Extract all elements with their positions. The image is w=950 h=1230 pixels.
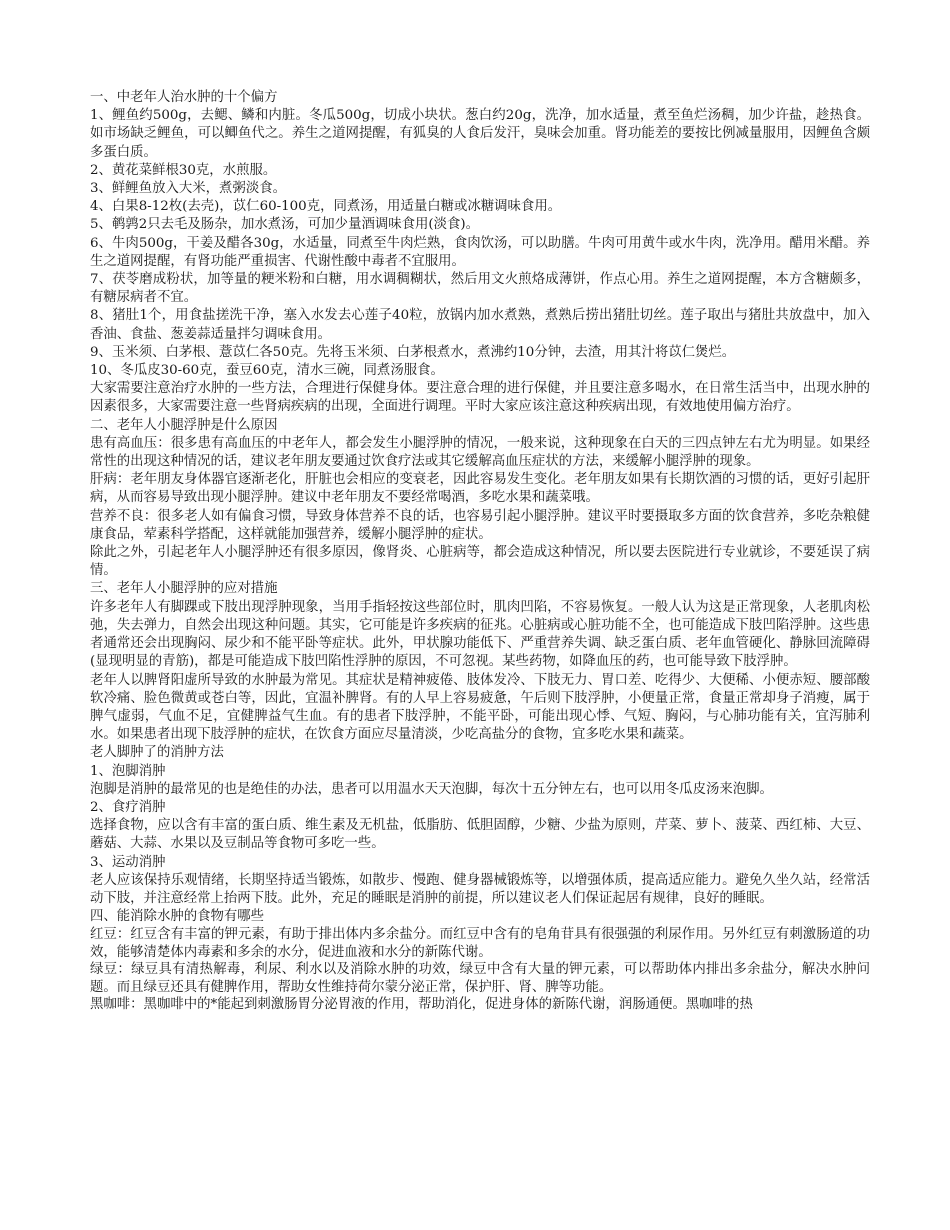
remedy-5: 5、鹌鹑2只去毛及肠杂，加水煮汤，可加少量酒调味食用(淡食)。: [90, 217, 480, 233]
remedy-7: 7、茯苓磨成粉状，加等量的粳米粉和白糖，用水调稠糊状，然后用文火煎烙成薄饼，作点心用。养生之道网提醒，本方含糖颇多，有糖尿病者不宜。: [90, 272, 870, 306]
method-3-title: 3、运动消肿: [90, 854, 166, 870]
cause-liver: 肝病：老年朋友身体器官逐渐老化，肝脏也会相应的变衰老，因此容易发生变化。老年朋友如果有长期饮酒的习惯的话，更好引起肝病，从而容易导致出现小腿浮肿。建议中老年朋友不要经常喝酒，多吃水果和蔬菜哦。: [90, 472, 870, 506]
cause-malnutrition: 营养不良：很多老人如有偏食习惯，导致身体营养不良的话，也容易引起小腿浮肿。建议平时要摄取多方面的饮食营养，多吃杂粮健康食品，荤素科学搭配，这样就能加强营养，缓解小腿浮肿的症状。: [90, 508, 870, 542]
measures-paragraph-1: 许多老年人有脚踝或下肢出现浮肿现象，当用手指轻按这些部位时，肌肉凹陷，不容易恢复。一般人认为这是正常现象，人老肌肉松弛，失去弹力，自然会出现这种问题。其实，它可能是许多疾病的征兆。心脏病或心脏功能不全，也可能造成下肢凹陷浮肿。这些患者通常还会出现胸闷、尿少和不能平卧等症状。此外，甲状腺功能低下、严重营养失调、缺乏蛋白质、老年血管硬化、静脉回流障碍(显现明显的青筋)，都是可能造成下肢凹陷性浮肿的原因，不可忽视。某些药物，如降血压的药，也可能导致下肢浮肿。: [90, 599, 870, 670]
measures-paragraph-2: 老年人以脾肾阳虚所导致的水肿最为常见。其症状是精神疲倦、肢体发冷、下肢无力、胃口差、吃得少、大便稀、小便赤短、腰部酸软冷痛、脸色微黄或苍白等，因此，宜温补脾肾。有的人早上容易疲惫，午后则下肢浮肿，小便量正常，食量正常却身子消瘦，属于脾气虚弱，气血不足，宜健脾益气生血。有的患者下肢浮肿，不能平卧，可能出现心悸、气短、胸闷，与心肺功能有关，宜泻肺利水。如果患者出现下肢浮肿的症状，在饮食方面应尽量清淡，少吃高盐分的食物，宜多吃水果和蔬菜。: [90, 672, 870, 743]
remedy-3: 3、鲜鲤鱼放入大米，煮粥淡食。: [90, 181, 286, 197]
method-2-text: 选择食物，应以含有丰富的蛋白质、维生素及无机盐，低脂肪、低胆固醇，少糖、少盐为原则，芹菜、萝卜、菠菜、西红柿、大豆、蘑菇、大蒜、水果以及豆制品等食物可多吃一些。: [90, 818, 870, 852]
method-1-title: 1、泡脚消肿: [90, 763, 166, 779]
remedy-4: 4、白果8-12枚(去壳)，苡仁60-100克，同煮汤，用适量白糖或冰糖调味食用。: [90, 199, 562, 215]
food-mung-bean: 绿豆：绿豆具有清热解毒，利尿、利水以及消除水肿的功效，绿豆中含有大量的钾元素，可以帮助体内排出多余盐分，解决水肿问题。而且绿豆还具有健脾作用，帮助女性维持荷尔蒙分泌正常，保护肝、肾、脾等功能。: [90, 962, 870, 995]
heading-2: 二、老年人小腿浮肿是什么原因: [90, 417, 278, 433]
document-body: [90, 89, 870, 1014]
cause-other: 除此之外，引起老年人小腿浮肿还有很多原因，像肾炎、心脏病等，都会造成这种情况，所以要去医院进行专业就诊，不要延误了病情。: [90, 545, 870, 579]
remedy-6: 6、牛肉500g，干姜及醋各30g，水适量，同煮至牛肉烂熟，食肉饮汤，可以助膳。牛肉可用黄牛或水牛肉，洗净用。醋用米醋。养生之道网提醒，有肾功能严重损害、代谢性酸中毒者不宜服用。: [90, 235, 870, 269]
heading-3: 三、老年人小腿浮肿的应对措施: [90, 581, 278, 597]
remedy-2: 2、黄花菜鲜根30克，水煎服。: [90, 162, 277, 178]
food-black-coffee: 黑咖啡：黑咖啡中的*能起到刺激肠胃分泌胃液的作用，帮助消化，促进身体的新陈代谢，润肠通便。黑咖啡的热: [90, 997, 753, 1013]
remedy-1: 1、鲤鱼约500g，去鳃、鳞和内脏。冬瓜500g，切成小块状。葱白约20g，洗净，加水适量，煮至鱼烂汤稠，加少许盐，趁热食。如市场缺乏鲤鱼，可以鲫鱼代之。养生之道网提醒，有狐臭的人食后发汗，臭味会加重。肾功能差的要按比例减量服用，因鲤鱼含颇多蛋白质。: [90, 108, 870, 160]
food-red-bean: 红豆：红豆含有丰富的钾元素，有助于排出体内多余盐分。而红豆中含有的皂角苷具有很强强的利尿作用。另外红豆有刺激肠道的功效，能够清楚体内毒素和多余的水分，促进血液和水分的新陈代谢。: [90, 927, 870, 960]
method-1-text: 泡脚是消肿的最常见的也是绝佳的办法，患者可以用温水天天泡脚，每次十五分钟左右，也可以用冬瓜皮汤来泡脚。: [90, 781, 773, 797]
remedy-10: 10、冬瓜皮30-60克，蚕豆60克，清水三碗，同煮汤服食。: [90, 363, 444, 379]
subheading-foot-swelling: 老人脚肿了的消肿方法: [90, 745, 224, 761]
method-2-title: 2、食疗消肿: [90, 799, 166, 815]
remedy-8: 8、猪肚1个，用食盐搓洗干净，塞入水发去心莲子40粒，放锅内加水煮熟，煮熟后捞出猪肚切丝。莲子取出与猪肚共放盘中，加入香油、食盐、葱姜蒜适量拌匀调味食用。: [90, 308, 870, 342]
heading-1: 一、中老年人治水肿的十个偏方: [90, 90, 278, 105]
heading-4: 四、能消除水肿的食物有哪些: [90, 909, 265, 925]
cause-hypertension: 患有高血压：很多患有高血压的中老年人，都会发生小腿浮肿的情况，一般来说，这种现象在白天的三四点钟左右尤为明显。如果经常性的出现这种情况的话，建议老年朋友要通过饮食疗法或其它缓解高血压症状的方法，来缓解小腿浮肿的现象。: [90, 435, 870, 470]
remedy-9: 9、玉米须、白茅根、薏苡仁各50克。先将玉米须、白茅根煮水，煮沸约10分钟，去渣，用其汁将苡仁煲烂。: [90, 344, 736, 360]
method-3-text: 老人应该保持乐观情绪，长期坚持适当锻炼，如散步、慢跑、健身器械锻炼等，以增强体质，提高适应能力。避免久坐久站，经常活动下肢，并注意经常上抬两下肢。此外，充足的睡眠是消肿的前提，所以建议老人们保证起居有规律，良好的睡眠。: [90, 872, 870, 906]
summary-paragraph: 大家需要注意治疗水肿的一些方法，合理进行保健身体。要注意合理的进行保健，并且要注意多喝水，在日常生活当中，出现水肿的因素很多，大家需要注意一些肾病疾病的出现，全面进行调理。平时大家应该注意这种疾病出现，有效地使用偏方治疗。: [90, 381, 870, 415]
